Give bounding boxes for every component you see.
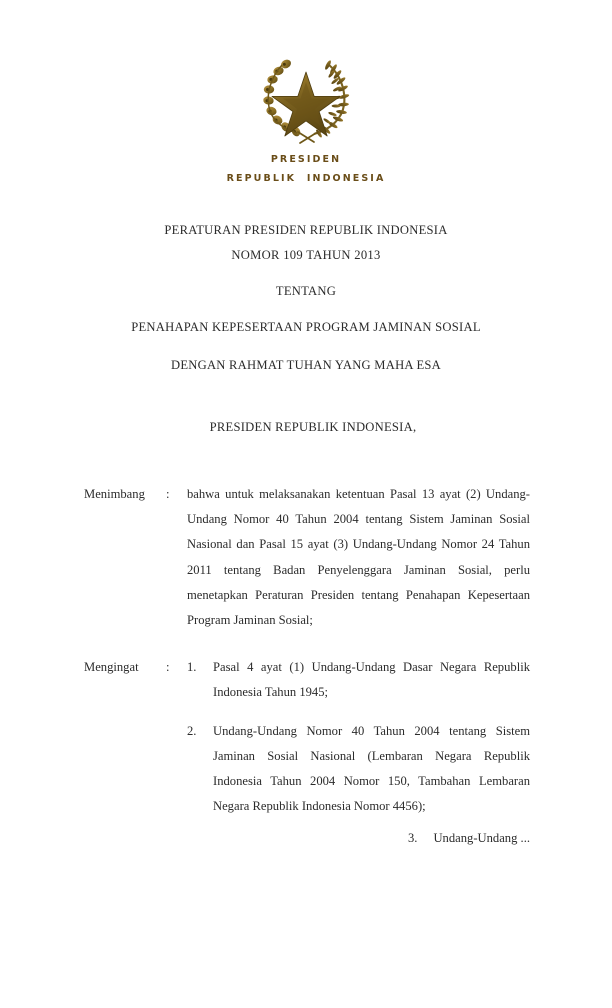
regulation-number: NOMOR 109 TAHUN 2013: [231, 248, 381, 262]
clause-label-menimbang: Menimbang: [84, 487, 145, 501]
continuation-marker: 3.: [408, 831, 418, 845]
mengingat-list: [187, 655, 530, 819]
indonesia-presidential-seal-icon: [252, 52, 360, 148]
title-spacer: [60, 268, 552, 279]
continuation-text: Undang-Undang ...: [433, 831, 530, 845]
clause-paragraph: bahwa untuk melaksanakan ketentuan Pasal 13 ayat (2) Undang-Undang Nomor 40 Tahun 2004 tentang Sistem Jaminan Sosial Nasional dan Pasal 15 ayat (3) Undang-Undang Nomor 24 Tahun 2011 tentang Badan Penyelenggara Jaminan Sosial, perlu menetapkan Peraturan Presiden tentang Penahapan Kepesertaan Program Jaminan Sosial;: [187, 487, 530, 628]
clause-colon-mengingat: :: [166, 660, 170, 675]
clause-body-menimbang: [187, 482, 530, 633]
emblem-caption-republik-indonesia: REPUBLIK INDONESIA: [226, 172, 386, 184]
emblem-block: [0, 52, 612, 185]
title-spacer-2: [60, 304, 552, 315]
regulation-subject: PENAHAPAN KEPESERTAAN PROGRAM JAMINAN SOSIAL: [131, 320, 481, 334]
clause-colon-menimbang: :: [166, 487, 170, 501]
document-title-block: [60, 218, 552, 340]
continuation-note: [84, 826, 530, 851]
clause-mengingat: [84, 655, 530, 819]
list-item: [187, 719, 530, 820]
list-item-marker: 2.: [187, 723, 197, 738]
clause-menimbang: [84, 482, 530, 633]
issuer-line: PRESIDEN REPUBLIK INDONESIA,: [209, 420, 417, 434]
list-item-text: Undang-Undang Nomor 40 Tahun 2004 tentang Sistem Jaminan Sosial Nasional (Lembaran Negara Republik Indonesia Tahun 2004 Nomor 150, Tambahan Lembaran Negara Republik Indonesia Nomor 4456);: [213, 723, 530, 814]
blessing-line: DENGAN RAHMAT TUHAN YANG MAHA ESA: [170, 358, 442, 372]
list-item-marker: 1.: [187, 660, 197, 675]
page-title: PERATURAN PRESIDEN REPUBLIK INDONESIA: [164, 223, 448, 237]
clause-label-mengingat: Mengingat: [84, 660, 139, 675]
list-item: [187, 655, 530, 705]
emblem-caption-presiden: PRESIDEN: [270, 154, 342, 165]
clause-body-mengingat: [187, 655, 530, 819]
list-item-text: Pasal 4 ayat (1) Undang-Undang Dasar Negara Republik Indonesia Tahun 1945;: [213, 660, 530, 700]
document-body: [84, 482, 530, 836]
about-label: TENTANG: [275, 284, 337, 298]
